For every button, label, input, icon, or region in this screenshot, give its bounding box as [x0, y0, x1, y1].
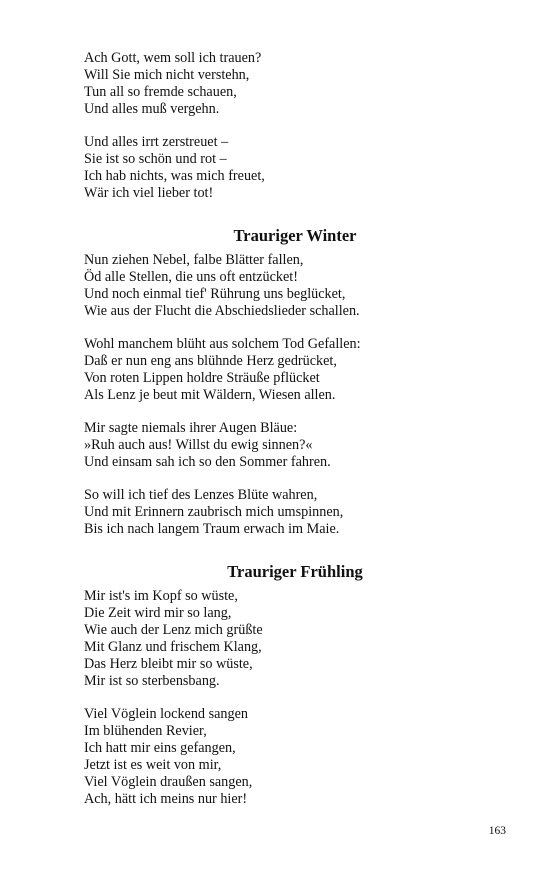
poem-line: Ach Gott, wem soll ich trauen? — [84, 50, 262, 66]
poem-line: Das Herz bleibt mir so wüste, — [84, 656, 253, 672]
poem-line: Im blühenden Revier, — [84, 723, 207, 739]
poem-line: Wie aus der Flucht die Abschiedslieder schallen. — [84, 303, 360, 319]
poem-line: So will ich tief des Lenzes Blüte wahren, — [84, 487, 318, 503]
poem-line: Ich hatt mir eins gefangen, — [84, 740, 236, 756]
poem-line: Ach, hätt ich meins nur hier! — [84, 791, 248, 807]
stanza — [84, 487, 510, 538]
poem-line: Jetzt ist es weit von mir, — [84, 757, 222, 773]
poem-line: Mit Glanz und frischem Klang, — [84, 639, 262, 655]
poem-line: Wohl manchem blüht aus solchem Tod Gefallen: — [84, 336, 361, 352]
poem-title-spring: Trauriger Frühling — [227, 562, 363, 581]
poem-line: Daß er nun eng ans blühnde Herz gedrücket, — [84, 353, 337, 369]
poem-line: Viel Vöglein lockend sangen — [84, 706, 248, 722]
poem-line: Bis ich nach langem Traum erwach im Maie. — [84, 521, 340, 537]
poem-line: Will Sie mich nicht verstehn, — [84, 67, 250, 83]
poem-line: Wie auch der Lenz mich grüßte — [84, 622, 263, 638]
poem-line: Sie ist so schön und rot – — [84, 151, 227, 167]
stanza — [84, 588, 510, 690]
poem-line: Viel Vöglein draußen sangen, — [84, 774, 253, 790]
poem-line: Und noch einmal tief' Rührung uns beglücket, — [84, 286, 346, 302]
stanza — [84, 420, 510, 471]
stanza — [84, 252, 510, 320]
stanza — [84, 336, 510, 404]
poem-line: Nun ziehen Nebel, falbe Blätter fallen, — [84, 252, 304, 268]
poem-line: Die Zeit wird mir so lang, — [84, 605, 232, 621]
stanza — [84, 706, 510, 808]
poem-line: Von roten Lippen holdre Sträuße pflücket — [84, 370, 320, 386]
poem-line: Als Lenz je beut mit Wäldern, Wiesen allen. — [84, 387, 336, 403]
poem-line: Und alles irrt zerstreuet – — [84, 134, 229, 150]
poem-line: Mir ist's im Kopf so wüste, — [84, 588, 238, 604]
poem-line: Wär ich viel lieber tot! — [84, 185, 214, 201]
poem-line: Und mit Erinnern zaubrisch mich umspinnen, — [84, 504, 344, 520]
page-number: 163 — [488, 825, 506, 837]
poem-line: Öd alle Stellen, die uns oft entzücket! — [84, 269, 298, 285]
stanza — [84, 134, 510, 202]
poem-line: »Ruh auch aus! Willst du ewig sinnen?« — [84, 437, 313, 453]
poem-line: Ich hab nichts, was mich freuet, — [84, 168, 265, 184]
poem-line: Mir sagte niemals ihrer Augen Bläue: — [84, 420, 298, 436]
poem-line: Tun all so fremde schauen, — [84, 84, 237, 100]
poem-line: Mir ist so sterbensbang. — [84, 673, 220, 689]
poem-line: Und alles muß vergehn. — [84, 101, 220, 117]
stanza — [84, 50, 510, 118]
poem-line: Und einsam sah ich so den Sommer fahren. — [84, 454, 331, 470]
poem-title-winter: Trauriger Winter — [233, 226, 357, 245]
